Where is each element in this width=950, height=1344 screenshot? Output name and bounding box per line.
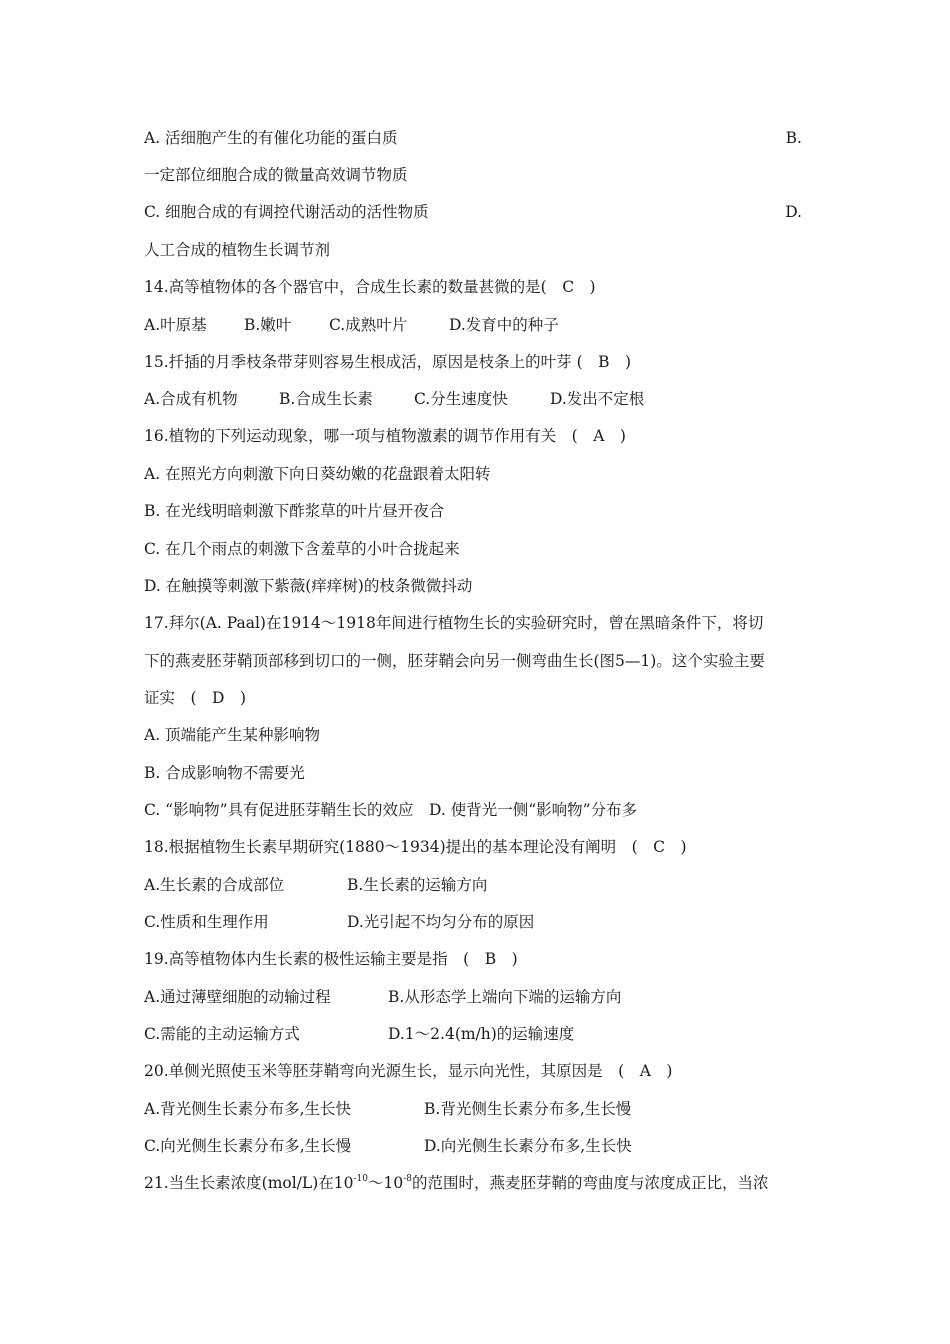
q16-option-d: D. 在触摸等刺激下紫薇(痒痒树)的枝条微微抖动 [144, 577, 473, 595]
q19-option-b: B.从形态学上端向下端的运输方向 [388, 988, 622, 1006]
q15-option-c: C.分生速度快 [414, 390, 508, 408]
q17-option-b: B. 合成影响物不需要光 [144, 764, 305, 782]
q18-options-row-2 [144, 911, 814, 933]
q19-question: 19.高等植物体内生长素的极性运输主要是指 ( B ) [144, 950, 518, 968]
q20-options-row-1 [144, 1098, 814, 1120]
q14-options [144, 314, 814, 336]
q20-option-a: A.背光侧生长素分布多,生长快 [144, 1100, 352, 1118]
q16-option-c: C. 在几个雨点的刺激下含羞草的小叶合拢起来 [144, 540, 460, 558]
q15-option-a: A.合成有机物 [144, 390, 238, 408]
q19-option-c: C.需能的主动运输方式 [144, 1025, 300, 1043]
q13-option-b-label: B. [785, 129, 802, 147]
q13-option-c: C. 细胞合成的有调控代谢活动的活性物质 [144, 203, 429, 221]
q19-options-row-1 [144, 986, 814, 1008]
q15-options [144, 388, 814, 410]
q19-options-row-2 [144, 1023, 814, 1045]
q20-option-d: D.向光侧生长素分布多,生长快 [424, 1137, 632, 1155]
q16-question: 16.植物的下列运动现象，哪一项与植物激素的调节作用有关 ( A ) [144, 427, 626, 445]
q21-question [144, 1172, 814, 1194]
q15-option-b: B.合成生长素 [279, 390, 373, 408]
q17-question-line-1: 17.拜尔(A. Paal)在1914～1918年间进行植物生长的实验研究时，曾在黑暗条件下，将切 [144, 614, 764, 632]
q20-option-b: B.背光侧生长素分布多,生长慢 [424, 1100, 632, 1118]
q21-text-mid: ～10 [367, 1174, 404, 1192]
q21-text-end: 的范围时，燕麦胚芽鞘的弯曲度与浓度成正比，当浓 [412, 1174, 769, 1192]
q21-exponent-2: -8 [403, 1174, 412, 1184]
q14-question: 14.高等植物体的各个器官中，合成生长素的数量甚微的是( C ) [144, 278, 596, 296]
q13-option-d: 人工合成的植物生长调节剂 [144, 241, 331, 259]
q14-option-b: B.嫩叶 [244, 316, 292, 334]
q18-option-b: B.生长素的运输方向 [347, 876, 488, 894]
q13-option-d-label: D. [785, 203, 802, 221]
q16-option-b: B. 在光线明暗刺激下酢浆草的叶片昼开夜合 [144, 502, 445, 520]
q18-option-d: D.光引起不均匀分布的原因 [347, 913, 535, 931]
q17-question-line-3: 证实 ( D ) [144, 689, 247, 707]
q18-option-a: A.生长素的合成部位 [144, 876, 285, 894]
q19-option-d: D.1～2.4(m/h)的运输速度 [388, 1025, 575, 1043]
q14-option-a: A.叶原基 [144, 316, 207, 334]
q14-option-c: C.成熟叶片 [329, 316, 408, 334]
q17-question-line-2: 下的燕麦胚芽鞘顶部移到切口的一侧，胚芽鞘会向另一侧弯曲生长(图5—1)。这个实验主要 [144, 652, 765, 670]
q20-question: 20.单侧光照使玉米等胚芽鞘弯向光源生长，显示向光性，其原因是 ( A ) [144, 1062, 673, 1080]
q21-exponent-1: -10 [353, 1174, 368, 1184]
q14-option-d: D.发育中的种子 [449, 316, 559, 334]
q13-option-a: A. 活细胞产生的有催化功能的蛋白质 [144, 129, 398, 147]
q16-option-a: A. 在照光方向刺激下向日葵幼嫩的花盘跟着太阳转 [144, 465, 491, 483]
q20-options-row-2 [144, 1135, 814, 1157]
q18-options-row-1 [144, 874, 814, 896]
q21-text-start: 21.当生长素浓度(mol/L)在10 [144, 1174, 354, 1192]
q20-option-c: C.向光侧生长素分布多,生长慢 [144, 1137, 352, 1155]
q13-option-b: 一定部位细胞合成的微量高效调节物质 [144, 166, 408, 184]
q18-option-c: C.性质和生理作用 [144, 913, 269, 931]
q17-option-a: A. 顶端能产生某种影响物 [144, 726, 321, 744]
q15-option-d: D.发出不定根 [550, 390, 645, 408]
q19-option-a: A.通过薄壁细胞的动输过程 [144, 988, 331, 1006]
q15-question: 15.扦插的月季枝条带芽则容易生根成活，原因是枝条上的叶芽 ( B ) [144, 353, 632, 371]
q18-question: 18.根据植物生长素早期研究(1880～1934)提出的基本理论没有阐明 ( C ) [144, 838, 687, 856]
q17-options-c-d: C. “影响物”具有促进胚芽鞘生长的效应 D. 使背光一侧“影响物”分布多 [144, 801, 638, 819]
